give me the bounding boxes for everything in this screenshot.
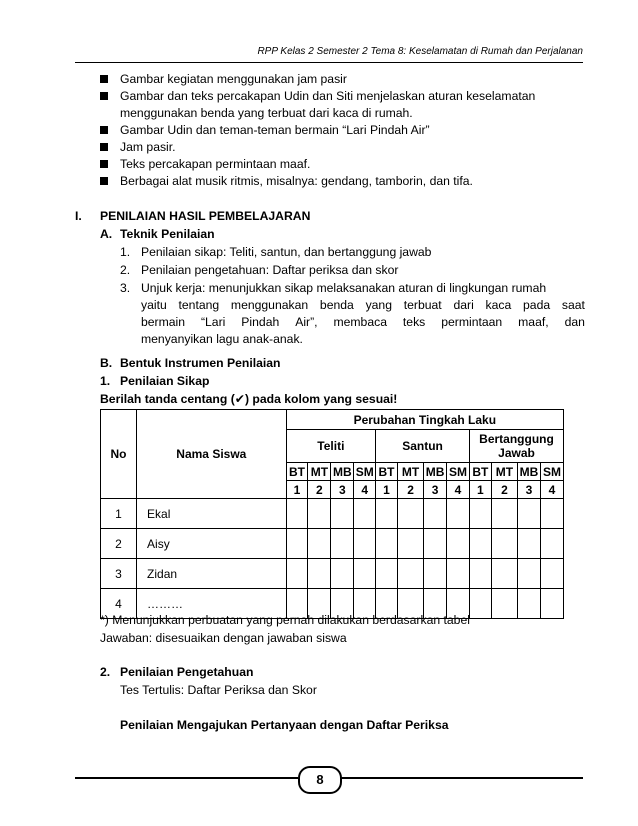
row-number: 3 bbox=[101, 559, 137, 589]
technique-item-num: 1. bbox=[120, 245, 131, 259]
score-header: 4 bbox=[354, 481, 376, 499]
part2-subtitle: Tes Tertulis: Daftar Periksa dan Skor bbox=[120, 683, 317, 697]
attitude-assessment-table bbox=[100, 409, 564, 619]
part1-number: 1. bbox=[100, 374, 111, 388]
square-bullet-icon bbox=[100, 126, 108, 134]
row-number: 4 bbox=[101, 589, 137, 619]
justified-line: yaitu tentang menggunakan benda yang terbuat dari kaca pada saat bbox=[141, 298, 585, 312]
level-header: MT bbox=[308, 463, 331, 481]
checkbox-cell[interactable] bbox=[286, 529, 308, 559]
table-row bbox=[101, 529, 564, 559]
col-header-name: Nama Siswa bbox=[137, 410, 287, 499]
score-header: 4 bbox=[447, 481, 470, 499]
aspect-header-bertanggung-jawab: Bertanggung Jawab bbox=[469, 430, 563, 463]
checkbox-cell[interactable] bbox=[518, 499, 541, 529]
level-header: BT bbox=[469, 463, 491, 481]
level-header: MT bbox=[491, 463, 517, 481]
aspect-header-santun: Santun bbox=[376, 430, 470, 463]
answer-text: Jawaban: disesuaikan dengan jawaban siswa bbox=[100, 631, 347, 645]
checkbox-cell[interactable] bbox=[540, 499, 563, 529]
checkbox-cell[interactable] bbox=[424, 499, 447, 529]
score-header: 2 bbox=[308, 481, 331, 499]
media-list bbox=[100, 71, 535, 190]
checkbox-cell[interactable] bbox=[469, 559, 491, 589]
checkbox-cell[interactable] bbox=[331, 559, 354, 589]
technique-item-num: 2. bbox=[120, 263, 131, 277]
checkbox-cell[interactable] bbox=[397, 559, 423, 589]
checkbox-cell[interactable] bbox=[376, 559, 398, 589]
checkbox-cell[interactable] bbox=[540, 529, 563, 559]
student-name: Aisy bbox=[137, 529, 287, 559]
justified-line: bermain “Lari Pindah Air”, membaca teks permintaan maaf, dan bbox=[141, 315, 585, 329]
checkbox-cell[interactable] bbox=[469, 529, 491, 559]
checkbox-cell[interactable] bbox=[376, 529, 398, 559]
checkbox-cell[interactable] bbox=[491, 529, 517, 559]
technique-item: Penilaian sikap: Teliti, santun, dan bertanggung jawab bbox=[141, 245, 432, 259]
checkbox-cell[interactable] bbox=[447, 529, 470, 559]
subsection-a-letter: A. bbox=[100, 227, 113, 241]
table-instruction: Berilah tanda centang (✔) pada kolom yang sesuai! bbox=[100, 392, 398, 406]
checkbox-cell[interactable] bbox=[397, 499, 423, 529]
checkbox-cell[interactable] bbox=[518, 589, 541, 619]
table-row bbox=[101, 499, 564, 529]
checklist-heading: Penilaian Mengajukan Pertanyaan dengan Daftar Periksa bbox=[120, 718, 449, 732]
checkbox-cell[interactable] bbox=[331, 499, 354, 529]
footer-line-left bbox=[75, 777, 298, 779]
list-item: Teks percakapan permintaan maaf. bbox=[100, 156, 535, 173]
checkbox-cell[interactable] bbox=[286, 499, 308, 529]
technique-item-num: 3. bbox=[120, 281, 131, 295]
checkbox-cell[interactable] bbox=[447, 499, 470, 529]
score-header: 2 bbox=[491, 481, 517, 499]
checkbox-cell[interactable] bbox=[491, 559, 517, 589]
checkbox-cell[interactable] bbox=[308, 499, 331, 529]
checkbox-cell[interactable] bbox=[540, 559, 563, 589]
part2-title: Penilaian Pengetahuan bbox=[120, 665, 254, 679]
checkbox-cell[interactable] bbox=[518, 529, 541, 559]
student-name: Ekal bbox=[137, 499, 287, 529]
square-bullet-icon bbox=[100, 75, 108, 83]
page-number: 8 bbox=[298, 766, 342, 794]
checkbox-cell[interactable] bbox=[308, 529, 331, 559]
part1-title: Penilaian Sikap bbox=[120, 374, 210, 388]
score-header: 3 bbox=[518, 481, 541, 499]
header-divider bbox=[75, 62, 583, 63]
checkbox-cell[interactable] bbox=[331, 529, 354, 559]
checkbox-cell[interactable] bbox=[286, 559, 308, 589]
level-header: MB bbox=[518, 463, 541, 481]
part2-number: 2. bbox=[100, 665, 111, 679]
level-header: MB bbox=[424, 463, 447, 481]
checkbox-cell[interactable] bbox=[354, 559, 376, 589]
square-bullet-icon bbox=[100, 177, 108, 185]
checkbox-cell[interactable] bbox=[469, 589, 491, 619]
score-header: 3 bbox=[424, 481, 447, 499]
student-name: Zidan bbox=[137, 559, 287, 589]
level-header: MT bbox=[397, 463, 423, 481]
row-number: 1 bbox=[101, 499, 137, 529]
square-bullet-icon bbox=[100, 160, 108, 168]
checkbox-cell[interactable] bbox=[491, 589, 517, 619]
section-number: I. bbox=[75, 209, 82, 223]
checkbox-cell[interactable] bbox=[376, 499, 398, 529]
score-header: 1 bbox=[286, 481, 308, 499]
list-item: Gambar Udin dan teman-teman bermain “Lari Pindah Air” bbox=[100, 122, 535, 139]
technique-item: Penilaian pengetahuan: Daftar periksa dan skor bbox=[141, 263, 399, 277]
score-header: 3 bbox=[331, 481, 354, 499]
square-bullet-icon bbox=[100, 143, 108, 151]
checkbox-cell[interactable] bbox=[397, 529, 423, 559]
list-item: Jam pasir. bbox=[100, 139, 535, 156]
row-number: 2 bbox=[101, 529, 137, 559]
score-header: 1 bbox=[376, 481, 398, 499]
checkbox-cell[interactable] bbox=[447, 559, 470, 589]
list-item: Gambar dan teks percakapan Udin dan Siti menjelaskan aturan keselamatan menggunakan benda yang terbuat dari kaca di rumah. bbox=[100, 88, 535, 122]
running-header: RPP Kelas 2 Semester 2 Tema 8: Keselamatan di Rumah dan Perjalanan bbox=[257, 46, 583, 57]
subsection-b-letter: B. bbox=[100, 356, 113, 370]
checkbox-cell[interactable] bbox=[354, 529, 376, 559]
table-row bbox=[101, 559, 564, 589]
level-header: SM bbox=[540, 463, 563, 481]
checkbox-cell[interactable] bbox=[491, 499, 517, 529]
technique-item: Unjuk kerja: menunjukkan sikap melaksanakan aturan di lingkungan rumah yaitu tentang menggunakan benda yang terbuat dari kaca pada saat bermain “Lari Pindah Air”, membaca teks permintaan maaf, dan menyanyikan lagu anak-anak. bbox=[141, 281, 585, 346]
student-name: ……… bbox=[137, 589, 287, 619]
level-header: BT bbox=[376, 463, 398, 481]
score-header: 2 bbox=[397, 481, 423, 499]
subsection-b-title: Bentuk Instrumen Penilaian bbox=[120, 356, 281, 370]
checkbox-cell[interactable] bbox=[469, 499, 491, 529]
checkbox-cell[interactable] bbox=[308, 559, 331, 589]
aspect-header-teliti: Teliti bbox=[286, 430, 376, 463]
checkbox-cell[interactable] bbox=[354, 499, 376, 529]
checkbox-cell[interactable] bbox=[424, 529, 447, 559]
section-title: PENILAIAN HASIL PEMBELAJARAN bbox=[100, 209, 311, 223]
level-header: BT bbox=[286, 463, 308, 481]
checkbox-cell[interactable] bbox=[424, 559, 447, 589]
col-header-no: No bbox=[101, 410, 137, 499]
score-header: 4 bbox=[540, 481, 563, 499]
level-header: MB bbox=[331, 463, 354, 481]
checkbox-cell[interactable] bbox=[518, 559, 541, 589]
square-bullet-icon bbox=[100, 92, 108, 100]
level-header: SM bbox=[355, 464, 374, 479]
checkbox-cell[interactable] bbox=[540, 589, 563, 619]
subsection-a-title: Teknik Penilaian bbox=[120, 227, 215, 241]
level-header: SM bbox=[447, 463, 470, 481]
list-item: Berbagai alat musik ritmis, misalnya: gendang, tamborin, dan tifa. bbox=[100, 173, 535, 190]
table-note: *) Menunjukkan perbuatan yang pernah dilakukan berdasarkan tabel bbox=[100, 613, 470, 627]
list-item: Gambar kegiatan menggunakan jam pasir bbox=[100, 71, 535, 88]
score-header: 1 bbox=[469, 481, 491, 499]
group-header: Perubahan Tingkah Laku bbox=[286, 410, 563, 430]
footer-line-right bbox=[338, 777, 583, 779]
